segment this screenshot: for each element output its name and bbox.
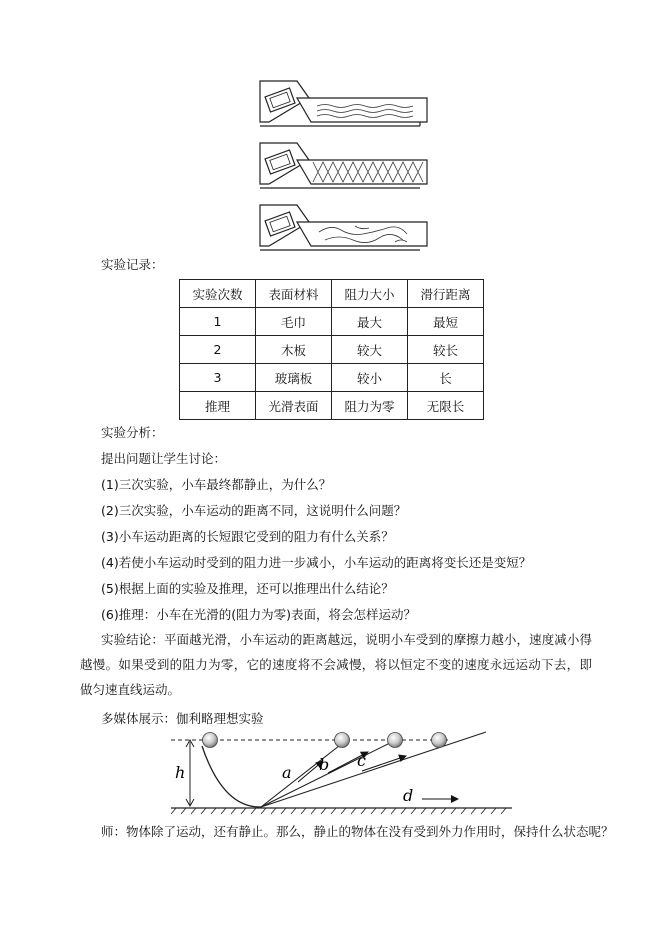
- ground-hatch: [171, 808, 506, 814]
- table-cell: 无限长: [408, 392, 484, 420]
- table-cell: 最大: [332, 308, 408, 336]
- table-row: [180, 336, 484, 364]
- table-header-row: [180, 280, 484, 308]
- table-cell: 推理: [180, 392, 256, 420]
- ball-b: [388, 733, 403, 748]
- table-row: [180, 392, 484, 420]
- incline-c: [261, 732, 486, 807]
- table-cell: 3: [180, 364, 256, 392]
- question-5: (5)根据上面的实验及推理，还可以推理出什么结论？: [101, 581, 394, 596]
- table-cell: 较长: [408, 336, 484, 364]
- ramp-wood: [260, 143, 427, 188]
- experiment-conclusion: 实验结论：平面越光滑，小车运动的距离越远，说明小车受到的摩擦力越小，速度减小得越慢。如果受到的阻力为零，它的速度将不会减慢，将以恒定不变的速度永远运动下去，即做匀速直线运动。: [80, 632, 592, 697]
- table-header-cell: 表面材料: [256, 280, 332, 308]
- discussion-intro: 提出问题让学生讨论：: [101, 451, 227, 466]
- table-row: [180, 364, 484, 392]
- question-2: (2)三次实验，小车运动的距离不同，这说明什么问题？: [101, 503, 407, 518]
- arrow-c: [362, 756, 406, 771]
- table-cell: 木板: [256, 336, 332, 364]
- table-cell: 玻璃板: [256, 364, 332, 392]
- label-a: a: [282, 763, 292, 782]
- question-6: (6)推理：小车在光滑的(阻力为零)表面，将会怎样运动？: [101, 607, 416, 622]
- table-cell: 2: [180, 336, 256, 364]
- table-header-cell: 阻力大小: [332, 280, 408, 308]
- ball-start: [203, 733, 218, 748]
- ramp-glass: [260, 205, 427, 250]
- table-cell: 阻力为零: [332, 392, 408, 420]
- experiment-record-table: [179, 279, 484, 420]
- table-cell: 较小: [332, 364, 408, 392]
- experiment-record-title: 实验记录：: [101, 257, 164, 272]
- analysis-title: 实验分析：: [101, 425, 164, 440]
- question-3: (3)小车运动距离的长短跟它受到的阻力有什么关系？: [101, 529, 394, 544]
- curve-track: [202, 746, 261, 807]
- table-cell: 光滑表面: [256, 392, 332, 420]
- table-cell: 长: [408, 364, 484, 392]
- galileo-figure: [168, 728, 518, 818]
- label-d: d: [403, 786, 414, 805]
- incline-a: [261, 742, 344, 807]
- question-1: (1)三次实验，小车最终都静止，为什么？: [101, 477, 332, 492]
- table-cell: 较大: [332, 336, 408, 364]
- label-c: c: [357, 751, 366, 770]
- ramp-illustrations: [255, 78, 435, 258]
- table-cell: 最短: [408, 308, 484, 336]
- ball-a: [335, 733, 350, 748]
- height-label: h: [175, 763, 186, 782]
- table-row: [180, 308, 484, 336]
- table-cell: 1: [180, 308, 256, 336]
- table-cell: 毛巾: [256, 308, 332, 336]
- ramp-towel: [260, 81, 427, 126]
- question-4: (4)若使小车运动时受到的阻力进一步减小，小车运动的距离将变长还是变短？: [101, 555, 532, 570]
- label-b: b: [319, 755, 330, 774]
- ball-c: [432, 733, 447, 748]
- table-header-cell: 实验次数: [180, 280, 256, 308]
- multimedia-title: 多媒体展示：伽利略理想实验: [101, 711, 264, 726]
- table-header-cell: 滑行距离: [408, 280, 484, 308]
- teacher-question: 师：物体除了运动，还有静止。那么，静止的物体在没有受到外力作用时，保持什么状态呢？: [101, 824, 614, 839]
